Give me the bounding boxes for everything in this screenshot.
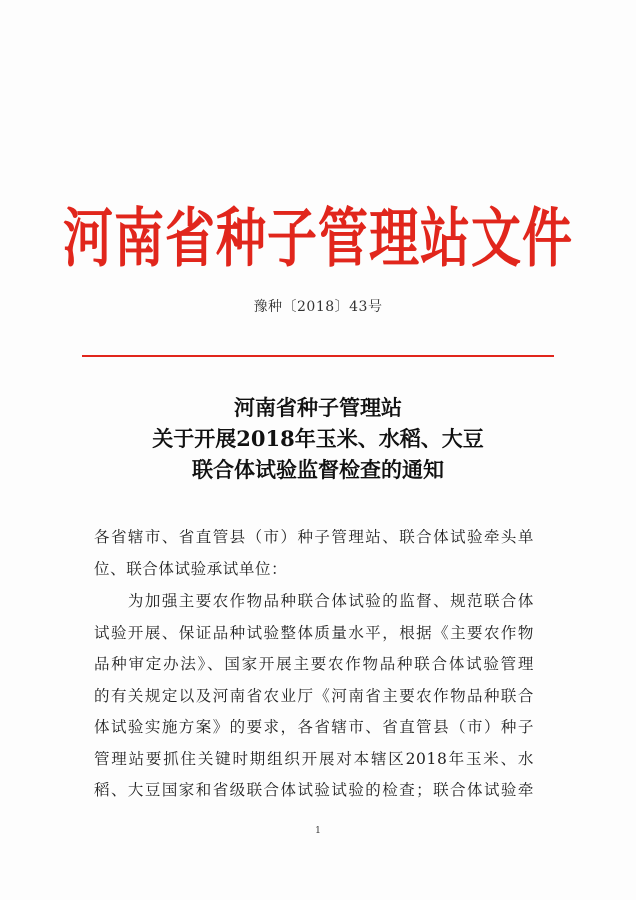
body-line: 的有关规定以及河南省农业厅《河南省主要农作物品种联合	[94, 686, 534, 705]
body-line: 品种审定办法》、国家开展主要农作物品种联合体试验管理	[94, 655, 534, 673]
notice-title-line-3: 联合体试验监督检查的通知	[192, 457, 444, 482]
salutation	[94, 522, 534, 585]
notice-title-line-2: 关于开展2018年玉米、水稻、大豆	[152, 426, 484, 451]
body-line: 管理站要抓住关键时期组织开展对本辖区2018年玉米、水	[94, 749, 534, 768]
body-line: 为加强主要农作物品种联合体试验的监督、规范联合体	[94, 592, 534, 610]
notice-title	[0, 392, 636, 485]
salutation-line-1: 各省辖市、省直管县（市）种子管理站、联合体试验牵头单	[94, 528, 534, 546]
body-line: 试验开展、保证品种试验整体质量水平，根据《主要农作物	[94, 623, 534, 642]
body-line: 体试验实施方案》的要求，各省辖市、省直管县（市）种子	[94, 718, 534, 736]
document-number: 豫种〔2018〕43号	[253, 299, 383, 315]
notice-title-line-1: 河南省种子管理站	[234, 395, 402, 420]
red-divider-line	[82, 355, 554, 357]
page-number: 1	[315, 826, 321, 836]
document-header-title: 河南省种子管理站文件	[63, 200, 573, 277]
salutation-line-2: 位、联合体试验承试单位：	[94, 559, 288, 578]
body-paragraph	[94, 586, 534, 807]
body-line: 稻、大豆国家和省级联合体试验试验的检查；联合体试验牵	[94, 781, 534, 799]
